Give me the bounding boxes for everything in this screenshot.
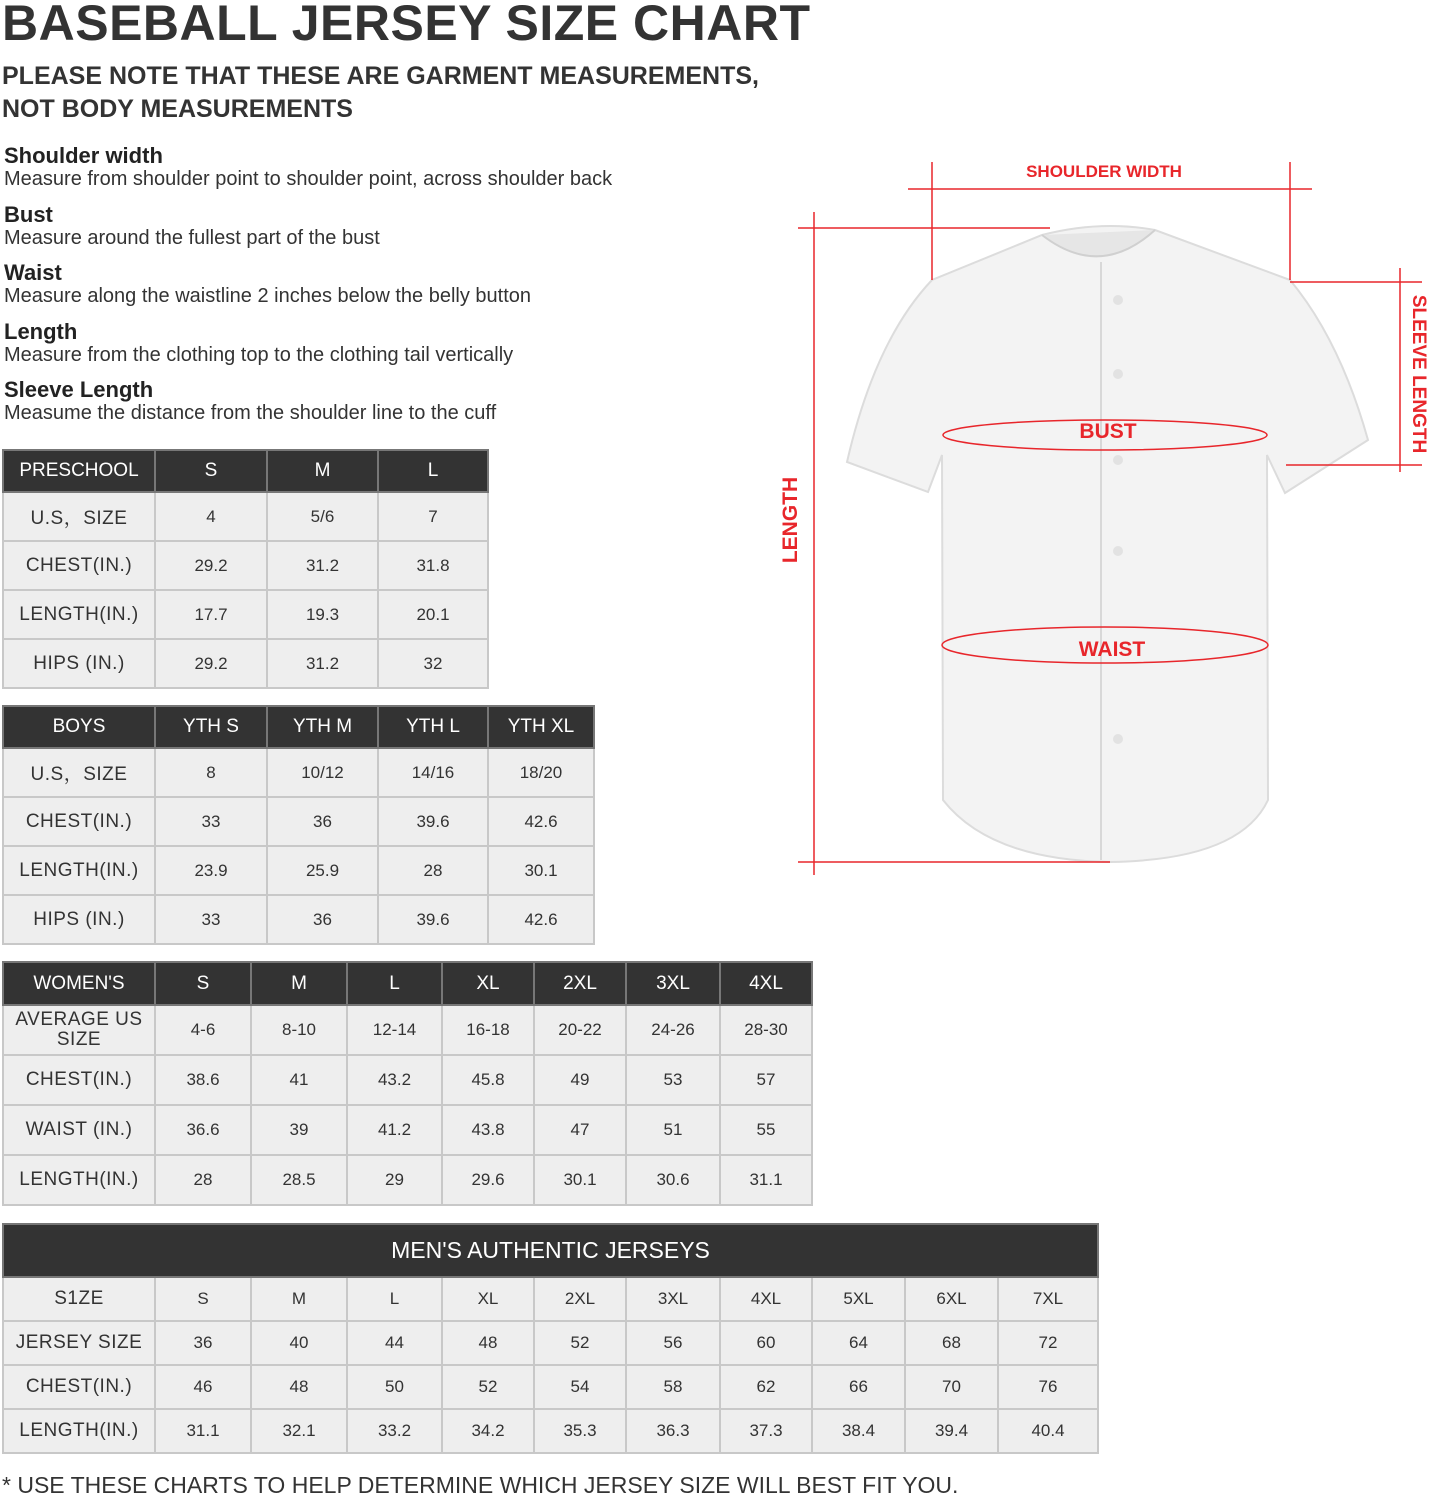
row-label-cell: CHEST(IN.)	[3, 1365, 155, 1409]
value-cell: 31.2	[267, 639, 378, 688]
value-cell: 72	[998, 1321, 1098, 1365]
header-cell: YTH XL	[488, 706, 594, 748]
value-cell: 4-6	[155, 1005, 251, 1055]
definition-desc: Measure from the clothing top to the clothing tail vertically	[4, 343, 514, 366]
header-cell: L	[347, 962, 442, 1005]
header-cell: 2XL	[534, 962, 626, 1005]
definition-shoulder-width	[4, 144, 784, 203]
value-cell: 36	[267, 797, 378, 846]
value-cell: 29.2	[155, 639, 267, 688]
value-cell: 16-18	[442, 1005, 534, 1055]
definition-term: Shoulder width	[4, 143, 163, 168]
sleeve-length-label: SLEEVE LENGTH	[1408, 294, 1429, 454]
table-row	[3, 748, 594, 797]
table-row	[3, 639, 488, 688]
table-row	[3, 797, 594, 846]
table-row	[3, 1277, 1098, 1321]
value-cell: 41.2	[347, 1105, 442, 1155]
value-cell: 10/12	[267, 748, 378, 797]
value-cell: 36.6	[155, 1105, 251, 1155]
row-label-cell: AVERAGE US SIZE	[3, 1005, 155, 1055]
value-cell: 39.6	[378, 895, 488, 944]
value-cell: 34.2	[442, 1409, 534, 1453]
value-cell: 64	[812, 1321, 905, 1365]
subtitle-line: NOT BODY MEASUREMENTS	[2, 95, 353, 123]
value-cell: 3XL	[626, 1277, 720, 1321]
value-cell: 33	[155, 797, 267, 846]
subtitle-line: PLEASE NOTE THAT THESE ARE GARMENT MEASUREMENTS,	[2, 62, 759, 90]
definition-term: Length	[4, 318, 78, 344]
value-cell: 43.2	[347, 1055, 442, 1105]
header-cell: S	[155, 450, 267, 492]
value-cell: 31.2	[267, 541, 378, 590]
header-cell: 3XL	[626, 962, 720, 1005]
header-cell: S	[155, 962, 251, 1005]
row-label-cell: CHEST(IN.)	[3, 1055, 155, 1105]
row-label-cell: U.S，SIZE	[3, 748, 155, 797]
table-header-row	[3, 1224, 1098, 1277]
page-subtitle	[2, 60, 862, 126]
row-label-cell: LENGTH(IN.)	[3, 1409, 155, 1453]
value-cell: 31.1	[155, 1409, 251, 1453]
value-cell: 5XL	[812, 1277, 905, 1321]
value-cell: 14/16	[378, 748, 488, 797]
header-cell: YTH S	[155, 706, 267, 748]
definition-desc: Measure around the fullest part of the bust	[4, 226, 380, 249]
header-cell: M	[267, 450, 378, 492]
definition-sleeve-length	[4, 378, 784, 437]
table-header-row	[3, 962, 812, 1005]
value-cell: 39.6	[378, 797, 488, 846]
value-cell: 50	[347, 1365, 442, 1409]
value-cell: 31.1	[720, 1155, 812, 1205]
table-row	[3, 895, 594, 944]
mens-size-table	[2, 1223, 1099, 1454]
value-cell: 8	[155, 748, 267, 797]
value-cell: 4	[155, 492, 267, 541]
value-cell: L	[347, 1277, 442, 1321]
value-cell: 70	[905, 1365, 998, 1409]
value-cell: 52	[442, 1365, 534, 1409]
table-row	[3, 492, 488, 541]
value-cell: 29.2	[155, 541, 267, 590]
table-row	[3, 1155, 812, 1205]
value-cell: 52	[534, 1321, 626, 1365]
value-cell: 30.1	[534, 1155, 626, 1205]
waist-label: WAIST	[1078, 638, 1146, 661]
definition-desc: Measure along the waistline 2 inches below the belly button	[4, 285, 531, 307]
value-cell: 48	[442, 1321, 534, 1365]
value-cell: 36	[155, 1321, 251, 1365]
value-cell: 7	[378, 492, 488, 541]
row-label-cell: LENGTH(IN.)	[3, 846, 155, 895]
value-cell: 51	[626, 1105, 720, 1155]
value-cell: 37.3	[720, 1409, 812, 1453]
value-cell: 20-22	[534, 1005, 626, 1055]
table-row	[3, 1321, 1098, 1365]
value-cell: 2XL	[534, 1277, 626, 1321]
row-label-cell: WAIST (IN.)	[3, 1105, 155, 1155]
footnote: * USE THESE CHARTS TO HELP DETERMINE WHICH JERSEY SIZE WILL BEST FIT YOU.	[2, 1472, 959, 1498]
value-cell: 32	[378, 639, 488, 688]
value-cell: 40.4	[998, 1409, 1098, 1453]
value-cell: 66	[812, 1365, 905, 1409]
table-row	[3, 846, 594, 895]
value-cell: 28-30	[720, 1005, 812, 1055]
bust-label: BUST	[1079, 420, 1137, 443]
value-cell: 47	[534, 1105, 626, 1155]
header-cell: M	[251, 962, 347, 1005]
value-cell: 29	[347, 1155, 442, 1205]
measurement-definitions	[4, 144, 784, 437]
definition-length	[4, 320, 784, 379]
value-cell: 17.7	[155, 590, 267, 639]
table-row	[3, 1409, 1098, 1453]
row-label-cell: JERSEY SIZE	[3, 1321, 155, 1365]
header-cell: YTH L	[378, 706, 488, 748]
value-cell: 20.1	[378, 590, 488, 639]
value-cell: 12-14	[347, 1005, 442, 1055]
value-cell: 35.3	[534, 1409, 626, 1453]
row-label-cell: CHEST(IN.)	[3, 797, 155, 846]
value-cell: 39.4	[905, 1409, 998, 1453]
value-cell: 38.6	[155, 1055, 251, 1105]
length-label: LENGTH	[779, 476, 802, 564]
header-cell: WOMEN'S	[3, 962, 155, 1005]
table-row	[3, 1055, 812, 1105]
row-label-cell: U.S，SIZE	[3, 492, 155, 541]
value-cell: 24-26	[626, 1005, 720, 1055]
definition-desc: Measume the distance from the shoulder line to the cuff	[4, 402, 497, 424]
value-cell: 54	[534, 1365, 626, 1409]
value-cell: 7XL	[998, 1277, 1098, 1321]
table-row	[3, 541, 488, 590]
value-cell: 48	[251, 1365, 347, 1409]
value-cell: 30.1	[488, 846, 594, 895]
header-cell: XL	[442, 962, 534, 1005]
row-label-cell: S1ZE	[3, 1277, 155, 1321]
value-cell: 39	[251, 1105, 347, 1155]
value-cell: 53	[626, 1055, 720, 1105]
value-cell: 57	[720, 1055, 812, 1105]
header-cell: 4XL	[720, 962, 812, 1005]
value-cell: 46	[155, 1365, 251, 1409]
value-cell: 60	[720, 1321, 812, 1365]
header-cell: BOYS	[3, 706, 155, 748]
value-cell: 42.6	[488, 797, 594, 846]
value-cell: 68	[905, 1321, 998, 1365]
header-cell: L	[378, 450, 488, 492]
value-cell: 5/6	[267, 492, 378, 541]
value-cell: 40	[251, 1321, 347, 1365]
jersey-measurement-diagram	[770, 150, 1435, 890]
value-cell: 33.2	[347, 1409, 442, 1453]
value-cell: 30.6	[626, 1155, 720, 1205]
value-cell: 38.4	[812, 1409, 905, 1453]
value-cell: 33	[155, 895, 267, 944]
table-header-row	[3, 706, 594, 748]
header-cell: YTH M	[267, 706, 378, 748]
value-cell: S	[155, 1277, 251, 1321]
page-title: BASEBALL JERSEY SIZE CHART	[2, 0, 811, 51]
definition-waist	[4, 261, 784, 320]
value-cell: 8-10	[251, 1005, 347, 1055]
value-cell: 32.1	[251, 1409, 347, 1453]
value-cell: 42.6	[488, 895, 594, 944]
value-cell: 43.8	[442, 1105, 534, 1155]
value-cell: 23.9	[155, 846, 267, 895]
shoulder-width-label: SHOULDER WIDTH	[1026, 162, 1182, 181]
definition-term: Sleeve Length	[4, 377, 154, 402]
row-label-cell: HIPS (IN.)	[3, 895, 155, 944]
value-cell: 56	[626, 1321, 720, 1365]
jersey-illustration	[847, 226, 1368, 862]
value-cell: 6XL	[905, 1277, 998, 1321]
value-cell: 45.8	[442, 1055, 534, 1105]
value-cell: 25.9	[267, 846, 378, 895]
table-title-cell: MEN'S AUTHENTIC JERSEYS	[3, 1224, 1098, 1277]
value-cell: 41	[251, 1055, 347, 1105]
value-cell: 49	[534, 1055, 626, 1105]
header-cell: PRESCHOOL	[3, 450, 155, 492]
table-row	[3, 1365, 1098, 1409]
value-cell: 28	[155, 1155, 251, 1205]
table-header-row	[3, 450, 488, 492]
value-cell: 58	[626, 1365, 720, 1409]
row-label-cell: LENGTH(IN.)	[3, 590, 155, 639]
table-row	[3, 590, 488, 639]
row-label-cell: CHEST(IN.)	[3, 541, 155, 590]
boys-size-table	[2, 705, 595, 945]
definition-term: Bust	[4, 201, 53, 227]
value-cell: 36.3	[626, 1409, 720, 1453]
value-cell: 28	[378, 846, 488, 895]
value-cell: 76	[998, 1365, 1098, 1409]
row-label-cell: LENGTH(IN.)	[3, 1155, 155, 1205]
preschool-size-table	[2, 449, 489, 689]
value-cell: 55	[720, 1105, 812, 1155]
table-row	[3, 1005, 812, 1055]
value-cell: 18/20	[488, 748, 594, 797]
value-cell: 31.8	[378, 541, 488, 590]
value-cell: 19.3	[267, 590, 378, 639]
value-cell: M	[251, 1277, 347, 1321]
value-cell: 44	[347, 1321, 442, 1365]
value-cell: 28.5	[251, 1155, 347, 1205]
value-cell: 62	[720, 1365, 812, 1409]
value-cell: 4XL	[720, 1277, 812, 1321]
value-cell: 29.6	[442, 1155, 534, 1205]
definition-term: Waist	[4, 260, 62, 285]
value-cell: XL	[442, 1277, 534, 1321]
definition-bust	[4, 203, 784, 262]
row-label-cell: HIPS (IN.)	[3, 639, 155, 688]
definition-desc: Measure from shoulder point to shoulder point, across shoulder back	[4, 168, 613, 190]
womens-size-table	[2, 961, 813, 1206]
value-cell: 36	[267, 895, 378, 944]
table-row	[3, 1105, 812, 1155]
